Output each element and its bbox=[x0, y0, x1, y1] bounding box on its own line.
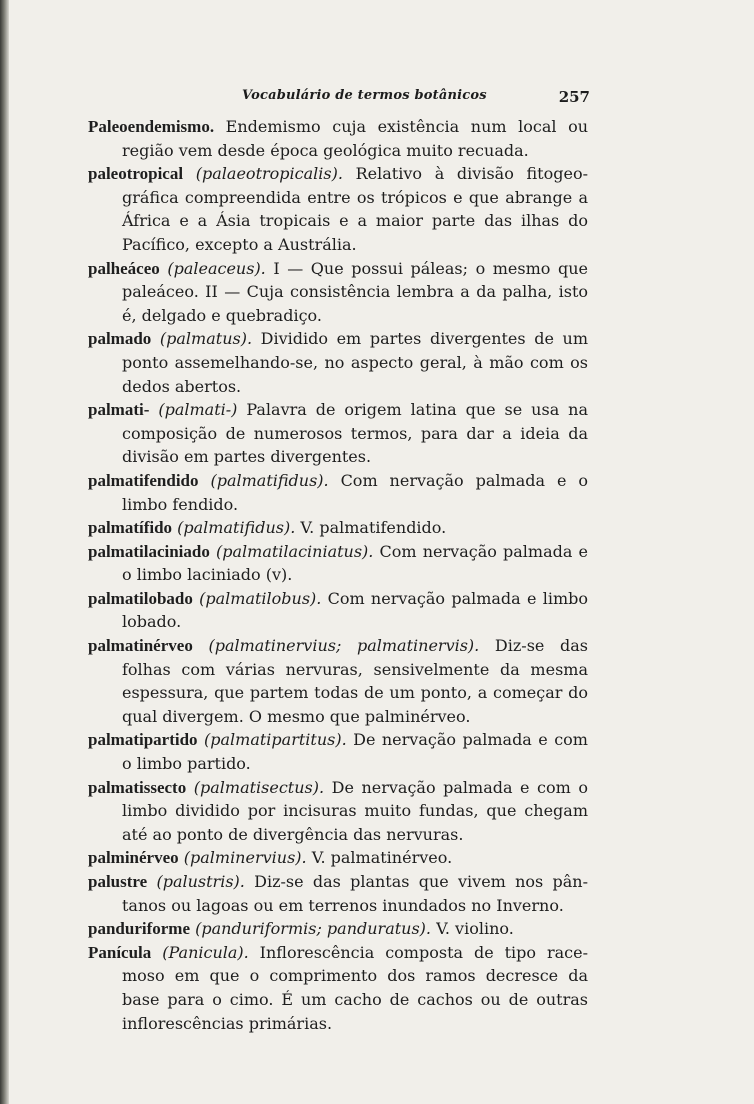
entry-latin-name: (palustris). bbox=[156, 872, 245, 891]
entry-latin-name: (palmatifidus). bbox=[210, 470, 329, 490]
entry-latin-name: (palmatinervius; palmatinervis). bbox=[208, 636, 480, 656]
entry-latin-name: (palmati-) bbox=[158, 400, 238, 420]
entry-definition: Com nervação palmada e o limbo fendido. bbox=[122, 470, 588, 514]
entry-term: Paleoendemismo. bbox=[88, 117, 215, 136]
page-number: 257 bbox=[558, 88, 590, 106]
glossary-entry bbox=[88, 917, 588, 941]
entry-latin-name: (palaeotropicalis). bbox=[195, 164, 343, 184]
entry-definition: Diz-se das folhas com várias nervuras, sensivelmente da mesma espessura, que partem todas de um ponto, a começar do qual divergem. O mesmo que palminérveo. bbox=[122, 636, 588, 726]
glossary-entry bbox=[88, 846, 588, 870]
entry-definition: Diz-se das plantas que vivem nos pântanos ou lagoas ou em terrenos inundados no Inverno. bbox=[122, 872, 588, 915]
glossary-entry bbox=[88, 540, 588, 587]
glossary-entry bbox=[88, 870, 588, 917]
entry-definition: I — Que possui páleas; o mesmo que paleáceo. II — Cuja consistência lembra a da palha, isto é, delgado e quebradiço. bbox=[122, 258, 588, 325]
entry-definition: V. palmatinérveo. bbox=[311, 848, 453, 868]
glossary-entry bbox=[88, 469, 588, 516]
entry-definition: Endemismo cuja existência num local ou região vem desde época geológica muito recuada. bbox=[122, 117, 588, 160]
entry-definition: Dividido em partes divergentes de um ponto assemelhando-se, no aspecto geral, à mão com os dedos abertos. bbox=[122, 329, 588, 396]
entry-definition: Relativo à divisão fitogeográfica compreendida entre os trópicos e que abrange a África e a Ásia tropicais e a maior parte das ilhas do Pacífico, excepto a Austrália. bbox=[122, 164, 588, 254]
glossary-entry bbox=[88, 398, 588, 469]
entry-term: paleotropical bbox=[88, 164, 184, 184]
entry-latin-name: (palmatilobus). bbox=[199, 588, 322, 608]
entry-latin-name: (palmatisectus). bbox=[193, 777, 325, 797]
entry-latin-name: (palmatilaciniatus). bbox=[216, 541, 374, 561]
entry-latin-name: (palmatipartitus). bbox=[204, 730, 347, 750]
glossary-entry bbox=[88, 516, 588, 540]
glossary-entry bbox=[88, 728, 588, 775]
entry-term: palustre bbox=[88, 872, 148, 891]
entry-term: palmatissecto bbox=[88, 777, 187, 797]
entry-definition: De nervação palmada e com o limbo dividido por incisuras muito fundas, que chegam até ao ponto de divergência das nervuras. bbox=[122, 777, 588, 844]
entry-definition: Inflorescência composta de tipo racemoso em que o comprimento dos ramos decresce da base para o cimo. É um cacho de cachos ou de outras inflorescências primárias. bbox=[122, 942, 588, 1033]
running-title: Vocabulário de termos botânicos bbox=[242, 88, 487, 103]
entry-definition: V. violino. bbox=[436, 919, 514, 939]
entry-term: palminérveo bbox=[88, 848, 179, 868]
entry-definition: Palavra de origem latina que se usa na composição de numerosos termos, para dar a ideia da divisão em partes divergentes. bbox=[122, 400, 589, 467]
entry-term: palmatífido bbox=[88, 518, 173, 538]
entry-latin-name: (Panicula). bbox=[162, 942, 249, 962]
book-spine-shadow bbox=[0, 0, 9, 1104]
entry-term: palmatilaciniado bbox=[88, 541, 210, 561]
entry-definition: Com nervação palmada e limbo lobado. bbox=[122, 588, 588, 632]
entry-latin-name: (palmatus). bbox=[159, 329, 253, 349]
entry-term: palmado bbox=[88, 329, 152, 349]
entry-term: palmati- bbox=[88, 400, 150, 420]
glossary-entry bbox=[88, 587, 588, 634]
glossary-entries bbox=[88, 115, 588, 1035]
entry-latin-name: (paleaceus). bbox=[167, 258, 266, 278]
glossary-entry bbox=[88, 941, 588, 1035]
glossary-entry bbox=[88, 776, 588, 847]
entry-term: palmatifendido bbox=[88, 470, 199, 490]
entry-term: palheáceo bbox=[88, 258, 160, 278]
entry-latin-name: (panduriformis; panduratus). bbox=[195, 919, 432, 939]
glossary-entry bbox=[88, 115, 588, 162]
entry-definition: Com nervação palmada e o limbo laciniado (v). bbox=[122, 541, 589, 585]
page-header bbox=[92, 88, 590, 110]
glossary-entry bbox=[88, 327, 588, 398]
glossary-entry bbox=[88, 162, 588, 256]
glossary-entry bbox=[88, 634, 588, 728]
entry-definition: De nervação palmada e com o limbo partido. bbox=[122, 730, 588, 774]
entry-latin-name: (palmatifidus). bbox=[177, 518, 296, 538]
entry-term: Panícula bbox=[88, 942, 152, 962]
entry-definition: V. palmatifendido. bbox=[300, 518, 447, 538]
glossary-entry bbox=[88, 257, 588, 328]
entry-term: panduriforme bbox=[88, 919, 190, 939]
entry-term: palmatilobado bbox=[88, 588, 193, 608]
entry-latin-name: (palminervius). bbox=[183, 848, 307, 868]
entry-term: palmatinérveo bbox=[88, 636, 193, 656]
entry-term: palmatipartido bbox=[88, 730, 198, 750]
